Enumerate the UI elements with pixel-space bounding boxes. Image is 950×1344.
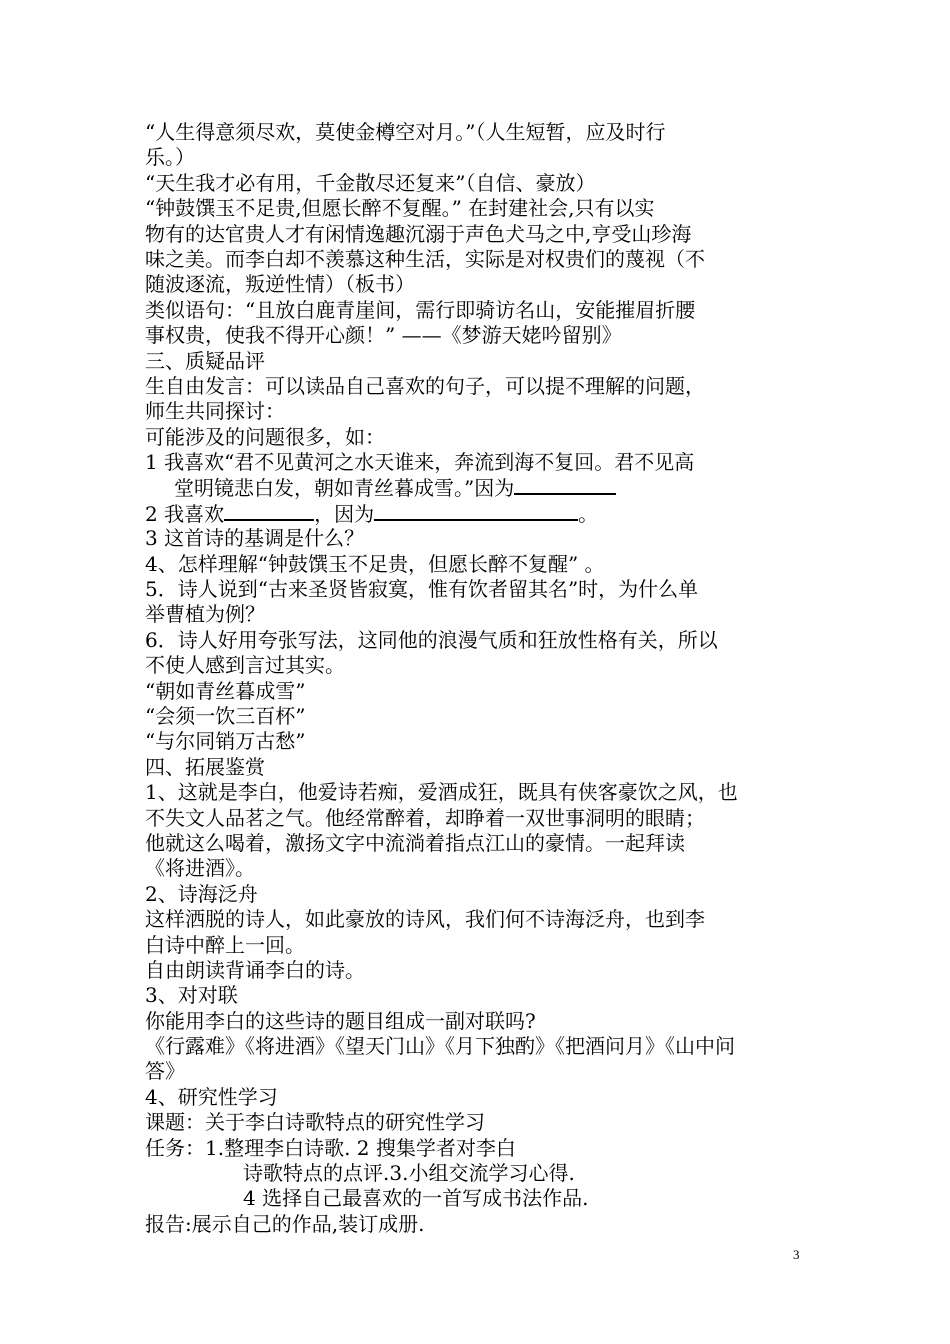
question-text: 堂明镜悲白发，朝如青丝暮成雪。”因为	[174, 476, 515, 501]
question-line: 5．诗人说到“古来圣贤皆寂寞，惟有饮者留其名”时，为什么单	[145, 577, 699, 602]
text-line: “天生我才必有用，千金散尽还复来”（自信、豪放）	[145, 170, 596, 195]
question-text: 2 我喜欢	[145, 501, 225, 526]
text-line: 报告:展示自己的作品,装订成册.	[145, 1211, 425, 1236]
text-line: 生自由发言：可以读品自己喜欢的句子，可以提不理解的问题，	[145, 373, 705, 398]
body-text	[145, 120, 815, 1237]
text-line: 物有的达官贵人才有闲情逸趣沉溺于声色犬马之中,亨受山珍海	[145, 221, 692, 246]
question-line	[145, 501, 815, 526]
answer-blank	[514, 475, 616, 495]
text-line: 《将进酒》。	[145, 856, 255, 881]
quote-line: “会须一饮三百杯”	[145, 703, 306, 728]
text-line: 课题：关于李白诗歌特点的研究性学习	[145, 1110, 485, 1135]
section-heading: 四、拓展鉴赏	[145, 754, 265, 779]
text-line: 白诗中醉上一回。	[145, 932, 305, 957]
answer-blank	[374, 501, 578, 521]
section-heading: 三、质疑品评	[145, 348, 265, 373]
text-line: 可能涉及的问题很多，如：	[145, 424, 385, 449]
text-line: 《行露难》《将进酒》《望天门山》《月下独酌》《把酒问月》《山中问	[145, 1034, 735, 1059]
task-line: 诗歌特点的点评.3.小组交流学习心得.	[243, 1161, 575, 1186]
question-line: 不使人感到言过其实。	[145, 653, 345, 678]
answer-blank	[224, 501, 314, 521]
question-text: 。	[578, 501, 599, 526]
text-line: 事权贵，使我不得开心颜！” ——《梦游天姥吟留别》	[145, 323, 622, 348]
text-line: 乐。）	[145, 145, 195, 170]
task-line: 任务：1.整理李白诗歌. 2 搜集学者对李白	[145, 1135, 516, 1160]
subsection-heading: 3、对对联	[145, 983, 238, 1008]
text-line: 这样洒脱的诗人，如此豪放的诗风，我们何不诗海泛舟，也到李	[145, 907, 705, 932]
text-line: 师生共同探讨：	[145, 399, 285, 424]
question-line	[145, 475, 815, 500]
subsection-heading: 2、诗海泛舟	[145, 881, 258, 906]
page-number: 3	[793, 1247, 800, 1262]
question-line: 1 我喜欢“君不见黄河之水天谁来，奔流到海不复回。君不见高	[145, 450, 695, 475]
quote-line: “与尔同销万古愁”	[145, 729, 306, 754]
question-line: 3 这首诗的基调是什么？	[145, 526, 365, 551]
text-line: 味之美。而李白却不羡慕这种生活，实际是对权贵们的蔑视（不	[145, 246, 705, 271]
text-line: 答》	[145, 1059, 185, 1084]
question-line: 4、怎样理解“钟鼓馔玉不足贵，但愿长醉不复醒” 。	[145, 551, 605, 576]
text-line: “钟鼓馔玉不足贵,但愿长醉不复醒。” 在封建社会,只有以实	[145, 196, 655, 221]
text-line: 不失文人品茗之气。他经常醉着，却睁着一双世事洞明的眼睛；	[145, 805, 705, 830]
question-text: ，因为	[314, 501, 375, 526]
question-line: 6．诗人好用夸张写法，这同他的浪漫气质和狂放性格有关，所以	[145, 627, 718, 652]
text-line: 你能用李白的这些诗的题目组成一副对联吗?	[145, 1008, 536, 1033]
quote-line: “朝如青丝暮成雪”	[145, 678, 306, 703]
task-line: 4 选择自己最喜欢的一首写成书法作品.	[243, 1186, 589, 1211]
text-line: 随波逐流，叛逆性情）（板书）	[145, 272, 415, 297]
text-line: 1、这就是李白，他爱诗若痴，爱酒成狂，既具有侠客豪饮之风，也	[145, 780, 738, 805]
subsection-heading: 4、研究性学习	[145, 1084, 278, 1109]
text-line: 类似语句：“且放白鹿青崖间，需行即骑访名山，安能摧眉折腰	[145, 297, 696, 322]
question-line: 举曹植为例？	[145, 602, 265, 627]
text-line: 自由朗读背诵李白的诗。	[145, 957, 365, 982]
text-line: “人生得意须尽欢，莫使金樽空对月。”（人生短暂，应及时行	[145, 120, 666, 144]
text-line: 他就这么喝着，激扬文字中流淌着指点江山的豪情。一起拜读	[145, 830, 685, 855]
